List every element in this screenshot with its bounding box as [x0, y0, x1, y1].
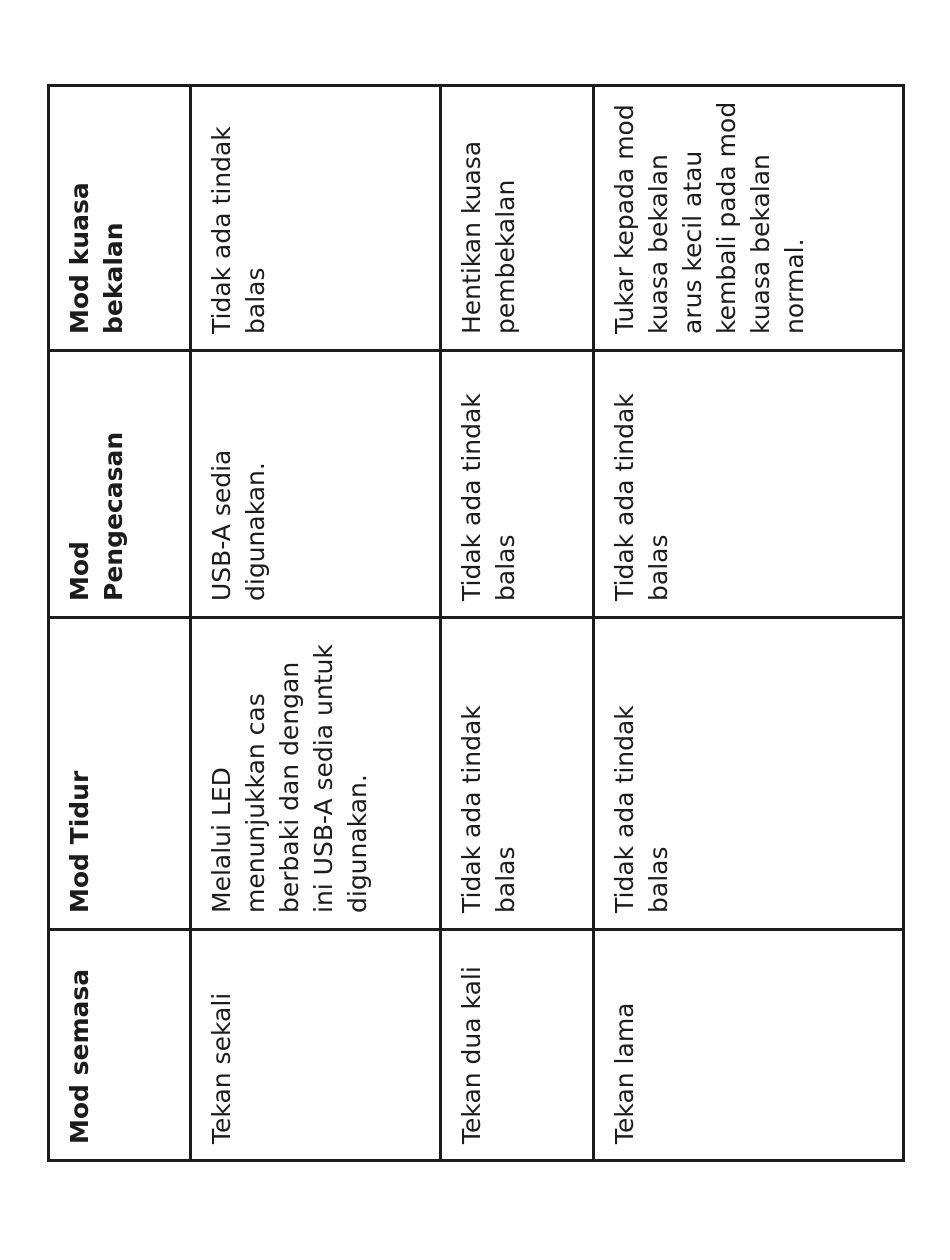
rotated-table-wrapper: [47, 87, 902, 1162]
cell-action: Tekan dua kali: [441, 930, 594, 1161]
header-current-mode: Mod semasa: [49, 930, 191, 1161]
cell-power-supply: Hentikan kuasa pembekalan: [441, 86, 594, 351]
cell-sleep: Tidak ada tindak balas: [594, 618, 904, 930]
cell-action: Tekan sekali: [191, 930, 441, 1161]
header-charging-mode: Mod Pengecasan: [49, 351, 191, 618]
table-row: [441, 86, 594, 1161]
cell-sleep: Melalui LED menunjukkan cas berbaki dan dengan ini USB-A sedia untuk digunakan.: [191, 618, 441, 930]
cell-action: Tekan lama: [594, 930, 904, 1161]
cell-power-supply: Tidak ada tindak balas: [191, 86, 441, 351]
cell-charging: Tidak ada tindak balas: [594, 351, 904, 618]
cell-sleep: Tidak ada tindak balas: [441, 618, 594, 930]
header-sleep-mode: Mod Tidur: [49, 618, 191, 930]
cell-power-supply: Tukar kepada mod kuasa bekalan arus kecil atau kembali pada mod kuasa bekalan normal.: [594, 86, 904, 351]
cell-charging: Tidak ada tindak balas: [441, 351, 594, 618]
header-power-supply-mode: Mod kuasa bekalan: [49, 86, 191, 351]
table-row: [594, 86, 904, 1161]
mode-response-table: [47, 84, 905, 1162]
table-row: [191, 86, 441, 1161]
cell-charging: USB-A sedia digunakan.: [191, 351, 441, 618]
table-header-row: [49, 86, 191, 1161]
